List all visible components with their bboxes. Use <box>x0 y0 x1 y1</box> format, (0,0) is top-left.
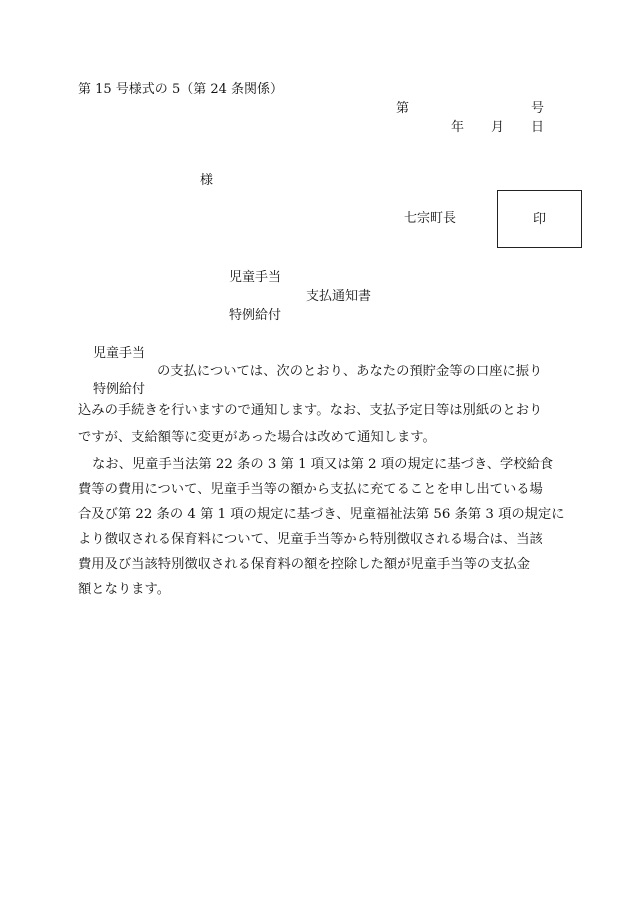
body-line: の支払については、次のとおり、あなたの預貯金等の口座に振り <box>157 364 543 379</box>
body-option-child-allowance: 児童手当 <box>93 346 146 361</box>
body-line: 費等の費用について、児童手当等の額から支払に充てることを申し出ている場 <box>78 482 543 497</box>
document-number-prefix: 第 <box>396 101 410 116</box>
body-line: なお、児童手当法第 22 条の 3 第 1 項又は第 2 項の規定に基づき、学校給食 <box>92 457 554 472</box>
date-year-label: 年 <box>451 120 465 135</box>
body-line: ですが、支給額等に変更があった場合は改めて通知します。 <box>78 430 436 445</box>
body-option-special-benefit: 特例給付 <box>93 382 146 397</box>
body-line: 額となります。 <box>78 582 171 597</box>
body-line: 合及び第 22 条の 4 第 1 項の規定に基づき、児童福祉法第 56 条第 3 項の規定に <box>78 507 565 522</box>
form-number: 第 15 号様式の 5（第 24 条関係） <box>78 82 284 97</box>
date-month-label: 月 <box>491 120 505 135</box>
seal-box <box>497 190 582 248</box>
document-number-suffix: 号 <box>531 101 545 116</box>
document-title: 支払通知書 <box>306 289 372 304</box>
body-line: 費用及び当該特別徴収される保育料の額を控除した額が児童手当等の支払金 <box>78 557 531 572</box>
date-day-label: 日 <box>531 120 545 135</box>
seal-label: 印 <box>533 212 547 227</box>
title-option-special-benefit: 特例給付 <box>229 308 282 323</box>
addressee-honorific: 様 <box>200 173 214 188</box>
body-line: 込みの手続きを行いますので通知します。なお、支払予定日等は別紙のとおり <box>78 403 543 418</box>
issuer-title: 七宗町長 <box>404 211 457 226</box>
title-option-child-allowance: 児童手当 <box>229 270 282 285</box>
body-line: より徴収される保育料について、児童手当等から特別徴収される場合は、当該 <box>78 532 543 547</box>
